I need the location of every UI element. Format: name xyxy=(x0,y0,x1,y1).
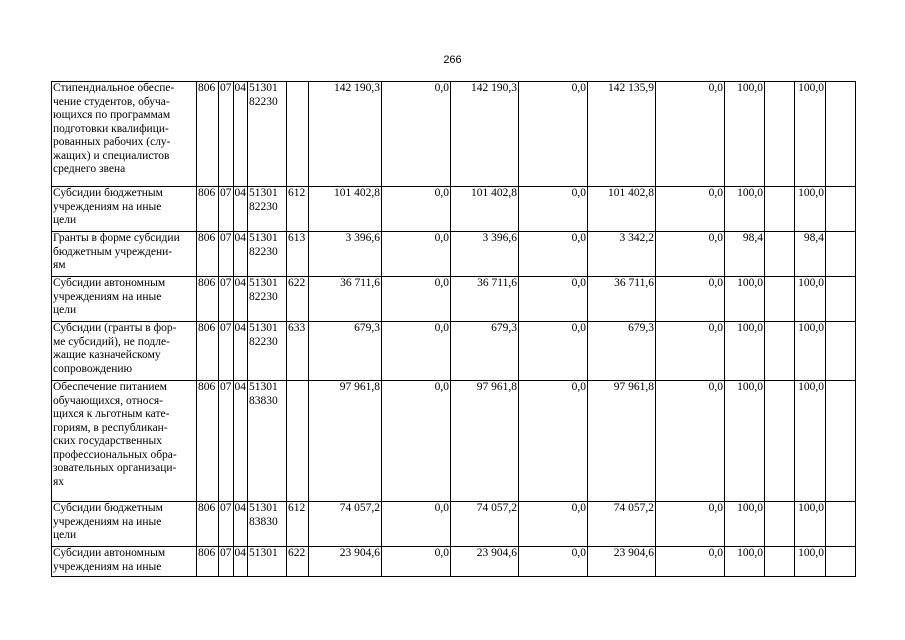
expense-name-line: учреждениям на иные xyxy=(53,290,162,303)
expense-name-line: гориям, в республикан- xyxy=(53,421,168,434)
expense-name-cell xyxy=(52,547,197,577)
expense-name-line: Субсидии (гранты в фор- xyxy=(53,322,177,334)
value-cell-v1: 23 904,6 xyxy=(309,547,382,577)
value-cell-p2: 100,0 xyxy=(795,187,826,232)
value-cell-v4: 0,0 xyxy=(519,502,588,547)
table-row xyxy=(52,547,856,577)
value-cell-p1: 100,0 xyxy=(725,187,765,232)
expense-name-cell xyxy=(52,502,197,547)
value-cell-v2: 0,0 xyxy=(382,277,451,322)
ministry-code-cell: 806 xyxy=(197,547,219,577)
table-body xyxy=(52,82,856,577)
table-row xyxy=(52,187,856,232)
target-code-cell xyxy=(248,82,287,187)
value-cell-v2: 0,0 xyxy=(382,322,451,381)
value-cell-v5: 679,3 xyxy=(588,322,656,381)
target-code-cell xyxy=(248,277,287,322)
expense-name-line: учреждениям на иные xyxy=(53,560,162,573)
target-code-line: 51301 xyxy=(249,232,278,244)
expense-name-line: жащие казначейскому xyxy=(53,349,161,361)
expense-name-line: Субсидии автономным xyxy=(53,547,166,559)
expense-type-cell xyxy=(287,381,309,502)
empty-cell xyxy=(826,547,856,577)
target-code-line: 51301 xyxy=(249,187,278,199)
value-cell-p1: 100,0 xyxy=(725,82,765,187)
empty-cell xyxy=(826,232,856,277)
expense-type-cell: 633 xyxy=(287,322,309,381)
expense-name-line: ющихся по программам xyxy=(53,109,171,121)
budget-table xyxy=(51,81,856,577)
target-code-line: 82230 xyxy=(249,290,278,303)
value-cell-p1: 100,0 xyxy=(725,322,765,381)
value-cell-v6: 0,0 xyxy=(656,277,725,322)
value-cell-v1: 142 190,3 xyxy=(309,82,382,187)
target-code-cell xyxy=(248,381,287,502)
value-cell-v6: 0,0 xyxy=(656,187,725,232)
subsection-code-cell: 04 xyxy=(233,547,248,577)
value-cell-p2: 100,0 xyxy=(795,502,826,547)
target-code-line: 51301 xyxy=(249,277,278,289)
section-code-cell: 07 xyxy=(219,322,234,381)
expense-name-line: Стипендиальное обеспе- xyxy=(53,82,175,94)
value-cell-p2: 100,0 xyxy=(795,82,826,187)
ministry-code-cell: 806 xyxy=(197,277,219,322)
ministry-code-cell: 806 xyxy=(197,381,219,502)
value-cell-p1: 98,4 xyxy=(725,232,765,277)
table-row xyxy=(52,322,856,381)
value-cell-v5: 142 135,9 xyxy=(588,82,656,187)
expense-name-cell xyxy=(52,381,197,502)
ministry-code-cell: 806 xyxy=(197,322,219,381)
expense-name-cell xyxy=(52,82,197,187)
value-cell-p1: 100,0 xyxy=(725,381,765,502)
target-code-line: 51301 xyxy=(249,322,278,334)
empty-cell xyxy=(765,322,795,381)
value-cell-p2: 98,4 xyxy=(795,232,826,277)
empty-cell xyxy=(765,187,795,232)
empty-cell xyxy=(765,381,795,502)
expense-name-cell xyxy=(52,277,197,322)
expense-type-cell: 613 xyxy=(287,232,309,277)
expense-name-line: щихся к льготным кате- xyxy=(53,408,170,420)
value-cell-v5: 74 057,2 xyxy=(588,502,656,547)
value-cell-v6: 0,0 xyxy=(656,82,725,187)
target-code-line: 82230 xyxy=(249,95,278,108)
expense-name-line: ям xyxy=(53,259,66,271)
expense-name-line: зовательных организаци- xyxy=(53,462,177,474)
subsection-code-cell: 04 xyxy=(233,502,248,547)
expense-type-cell xyxy=(287,82,309,187)
target-code-line: 51301 xyxy=(249,82,278,94)
value-cell-p1: 100,0 xyxy=(725,502,765,547)
value-cell-v3: 74 057,2 xyxy=(451,502,519,547)
value-cell-v3: 23 904,6 xyxy=(451,547,519,577)
value-cell-v1: 679,3 xyxy=(309,322,382,381)
expense-name-cell xyxy=(52,187,197,232)
value-cell-v4: 0,0 xyxy=(519,547,588,577)
expense-name-line: профессиональных обра- xyxy=(53,448,177,461)
expense-name-line: бюджетным учреждени- xyxy=(53,245,173,258)
subsection-code-cell: 04 xyxy=(233,277,248,322)
target-code-line: 82230 xyxy=(249,200,278,213)
value-cell-v3: 97 961,8 xyxy=(451,381,519,502)
empty-cell xyxy=(765,277,795,322)
subsection-code-cell: 04 xyxy=(233,187,248,232)
value-cell-v6: 0,0 xyxy=(656,381,725,502)
value-cell-v3: 142 190,3 xyxy=(451,82,519,187)
value-cell-v5: 97 961,8 xyxy=(588,381,656,502)
table-row xyxy=(52,502,856,547)
value-cell-v6: 0,0 xyxy=(656,547,725,577)
value-cell-v4: 0,0 xyxy=(519,232,588,277)
value-cell-v4: 0,0 xyxy=(519,82,588,187)
expense-name-line: Субсидии бюджетным xyxy=(53,502,163,514)
value-cell-p2: 100,0 xyxy=(795,381,826,502)
table-row xyxy=(52,82,856,187)
subsection-code-cell: 04 xyxy=(233,232,248,277)
target-code-line: 83830 xyxy=(249,515,278,528)
value-cell-p2: 100,0 xyxy=(795,277,826,322)
expense-name-line: учреждениям на иные xyxy=(53,200,162,213)
target-code-line: 82230 xyxy=(249,245,278,258)
expense-name-line: среднего звена xyxy=(53,163,126,175)
empty-cell xyxy=(826,502,856,547)
ministry-code-cell: 806 xyxy=(197,187,219,232)
expense-name-line: Субсидии бюджетным xyxy=(53,187,163,199)
expense-name-line: учреждениям на иные xyxy=(53,515,162,528)
value-cell-v2: 0,0 xyxy=(382,187,451,232)
value-cell-p1: 100,0 xyxy=(725,277,765,322)
value-cell-v4: 0,0 xyxy=(519,322,588,381)
ministry-code-cell: 806 xyxy=(197,232,219,277)
expense-name-cell xyxy=(52,322,197,381)
empty-cell xyxy=(826,187,856,232)
section-code-cell: 07 xyxy=(219,547,234,577)
value-cell-v2: 0,0 xyxy=(382,547,451,577)
target-code-cell xyxy=(248,232,287,277)
value-cell-v1: 101 402,8 xyxy=(309,187,382,232)
expense-name-line: ских государственных xyxy=(53,435,163,447)
value-cell-v2: 0,0 xyxy=(382,232,451,277)
section-code-cell: 07 xyxy=(219,381,234,502)
value-cell-v1: 74 057,2 xyxy=(309,502,382,547)
expense-type-cell: 622 xyxy=(287,277,309,322)
expense-type-cell: 612 xyxy=(287,187,309,232)
value-cell-v6: 0,0 xyxy=(656,502,725,547)
value-cell-p1: 100,0 xyxy=(725,547,765,577)
expense-name-line: цели xyxy=(53,214,77,226)
value-cell-v5: 23 904,6 xyxy=(588,547,656,577)
expense-type-cell: 612 xyxy=(287,502,309,547)
empty-cell xyxy=(765,547,795,577)
value-cell-v4: 0,0 xyxy=(519,277,588,322)
target-code-line: 51301 xyxy=(249,502,278,514)
subsection-code-cell: 04 xyxy=(233,381,248,502)
value-cell-v5: 3 342,2 xyxy=(588,232,656,277)
value-cell-v2: 0,0 xyxy=(382,381,451,502)
expense-name-cell xyxy=(52,232,197,277)
page-number: 266 xyxy=(443,54,462,66)
expense-name-line: подготовки квалифици- xyxy=(53,122,169,135)
value-cell-p2: 100,0 xyxy=(795,322,826,381)
subsection-code-cell: 04 xyxy=(233,82,248,187)
value-cell-v1: 3 396,6 xyxy=(309,232,382,277)
expense-name-line: рованных рабочих (слу- xyxy=(53,136,171,148)
section-code-cell: 07 xyxy=(219,232,234,277)
target-code-cell xyxy=(248,187,287,232)
table-row xyxy=(52,277,856,322)
value-cell-v3: 679,3 xyxy=(451,322,519,381)
ministry-code-cell: 806 xyxy=(197,502,219,547)
empty-cell xyxy=(826,82,856,187)
empty-cell xyxy=(765,502,795,547)
target-code-cell xyxy=(248,502,287,547)
target-code-line: 83830 xyxy=(249,394,278,407)
target-code-cell xyxy=(248,547,287,577)
value-cell-v4: 0,0 xyxy=(519,187,588,232)
empty-cell xyxy=(765,232,795,277)
table-row xyxy=(52,381,856,502)
ministry-code-cell: 806 xyxy=(197,82,219,187)
value-cell-v1: 97 961,8 xyxy=(309,381,382,502)
empty-cell xyxy=(826,381,856,502)
value-cell-v5: 101 402,8 xyxy=(588,187,656,232)
expense-name-line: ях xyxy=(53,475,65,488)
expense-type-cell: 622 xyxy=(287,547,309,577)
subsection-code-cell: 04 xyxy=(233,322,248,381)
expense-name-line: Обеспечение питанием xyxy=(53,381,167,393)
value-cell-v2: 0,0 xyxy=(382,502,451,547)
value-cell-v3: 101 402,8 xyxy=(451,187,519,232)
target-code-line: 82230 xyxy=(249,335,278,348)
section-code-cell: 07 xyxy=(219,187,234,232)
value-cell-v6: 0,0 xyxy=(656,232,725,277)
table-row xyxy=(52,232,856,277)
section-code-cell: 07 xyxy=(219,82,234,187)
value-cell-v3: 36 711,6 xyxy=(451,277,519,322)
expense-name-line: Субсидии автономным xyxy=(53,277,166,289)
section-code-cell: 07 xyxy=(219,277,234,322)
target-code-line: 51301 xyxy=(249,547,278,559)
value-cell-v5: 36 711,6 xyxy=(588,277,656,322)
empty-cell xyxy=(826,277,856,322)
value-cell-v6: 0,0 xyxy=(656,322,725,381)
empty-cell xyxy=(826,322,856,381)
value-cell-p2: 100,0 xyxy=(795,547,826,577)
target-code-line: 51301 xyxy=(249,381,278,393)
value-cell-v3: 3 396,6 xyxy=(451,232,519,277)
section-code-cell: 07 xyxy=(219,502,234,547)
target-code-cell xyxy=(248,322,287,381)
empty-cell xyxy=(765,82,795,187)
expense-name-line: чение студентов, обуча- xyxy=(53,95,170,108)
expense-name-line: ме субсидий), не подле- xyxy=(53,335,170,348)
value-cell-v2: 0,0 xyxy=(382,82,451,187)
value-cell-v4: 0,0 xyxy=(519,381,588,502)
expense-name-line: сопровождению xyxy=(53,362,133,375)
expense-name-line: Гранты в форме субсидии xyxy=(53,232,180,244)
expense-name-line: жащих) и специалистов xyxy=(53,149,170,162)
expense-name-line: обучающихся, относя- xyxy=(53,394,164,407)
expense-name-line: цели xyxy=(53,529,77,541)
expense-name-line: цели xyxy=(53,304,77,316)
value-cell-v1: 36 711,6 xyxy=(309,277,382,322)
